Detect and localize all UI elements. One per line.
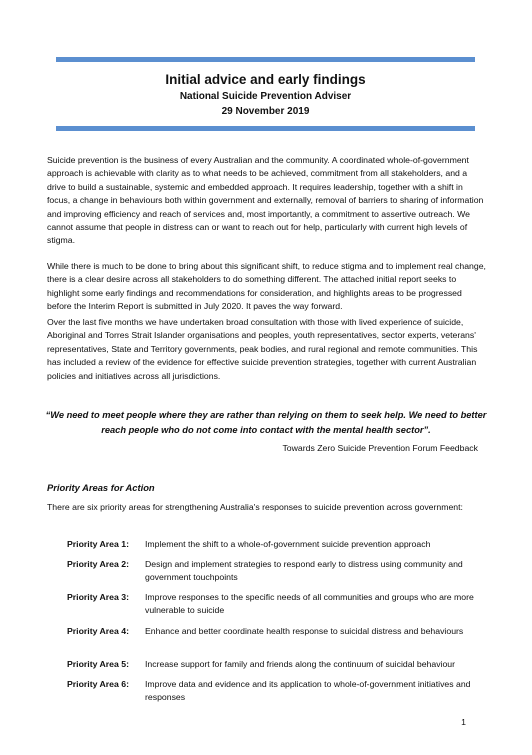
- priority-area-label: Priority Area 6:: [67, 679, 129, 689]
- document-date: 29 November 2019: [221, 106, 310, 117]
- page-number: 1: [461, 717, 466, 727]
- priority-area-label: Priority Area 1:: [67, 539, 129, 549]
- header-rule-bottom: [56, 126, 475, 131]
- header-rule-top: [56, 57, 475, 62]
- body-paragraph: Over the last five months we have undertaken broad consultation with those with lived experience of suicide, Aboriginal and Torres Strait Islander organisations and peoples, youth representatives, sector experts, veterans' representatives, State and Territory governments, peak bodies, and rural regional and remote communities. This has included a review of the evidence for effective suicide prevention strategies, together with current Australian policies and initiatives across all jurisdictions.: [47, 317, 478, 381]
- quote-attribution: Towards Zero Suicide Prevention Forum Feedback: [282, 443, 478, 453]
- priority-area-label: Priority Area 2:: [67, 559, 129, 569]
- priority-area-label: Priority Area 3:: [67, 592, 129, 602]
- priority-area-text: Improve data and evidence and its application to whole-of-government initiatives and responses: [145, 679, 471, 703]
- section-heading: Priority Areas for Action: [47, 482, 155, 493]
- priority-area-text: Enhance and better coordinate health response to suicidal distress and behaviours: [145, 626, 464, 636]
- priority-area-text: Implement the shift to a whole-of-government suicide prevention approach: [145, 539, 431, 549]
- document-subtitle: National Suicide Prevention Adviser: [179, 91, 352, 102]
- pull-quote: “We need to meet people where they are rather than relying on them to seek help. We need to better reach people who do not come into contact with the mental health sector”.: [45, 410, 487, 435]
- priority-area-text: Improve responses to the specific needs of all communities and groups who are more vulnerable to suicide: [145, 592, 474, 616]
- body-paragraph: While there is much to be done to bring about this significant shift, to reduce stigma and to implement real change, there is a clear desire across all stakeholders to do something different. The attached initial report seeks to highlight some early findings and recommendations for consideration, and highlights areas to be progressed before the Interim Report is submitted in July 2020. It paves the way forward.: [47, 261, 486, 312]
- priority-area-text: Design and implement strategies to respond early to distress using community and government touchpoints: [145, 559, 463, 583]
- section-intro: There are six priority areas for strengthening Australia's responses to suicide prevention across government:: [47, 502, 463, 512]
- document-title: Initial advice and early findings: [165, 72, 366, 87]
- priority-area-text: Increase support for family and friends along the continuum of suicidal behaviour: [145, 659, 456, 669]
- priority-area-label: Priority Area 5:: [67, 659, 129, 669]
- priority-area-label: Priority Area 4:: [67, 626, 129, 636]
- body-paragraph: Suicide prevention is the business of every Australian and the community. A coordinated whole-of-government approach is achievable with clarity as to what needs to be achieved, commitment from all stakeholders, and a drive to build a sustainable, systemic and embedded approach. It requires leadership, together with a shift in focus, a change in behaviours both within government and externally, removal of barriers to sharing of information and improving efficiency and reach of services and, most importantly, a commitment to assertive outreach. We cannot assume that people in distress can or want to reach out for help, particularly with current high levels of stigma.: [47, 155, 484, 246]
